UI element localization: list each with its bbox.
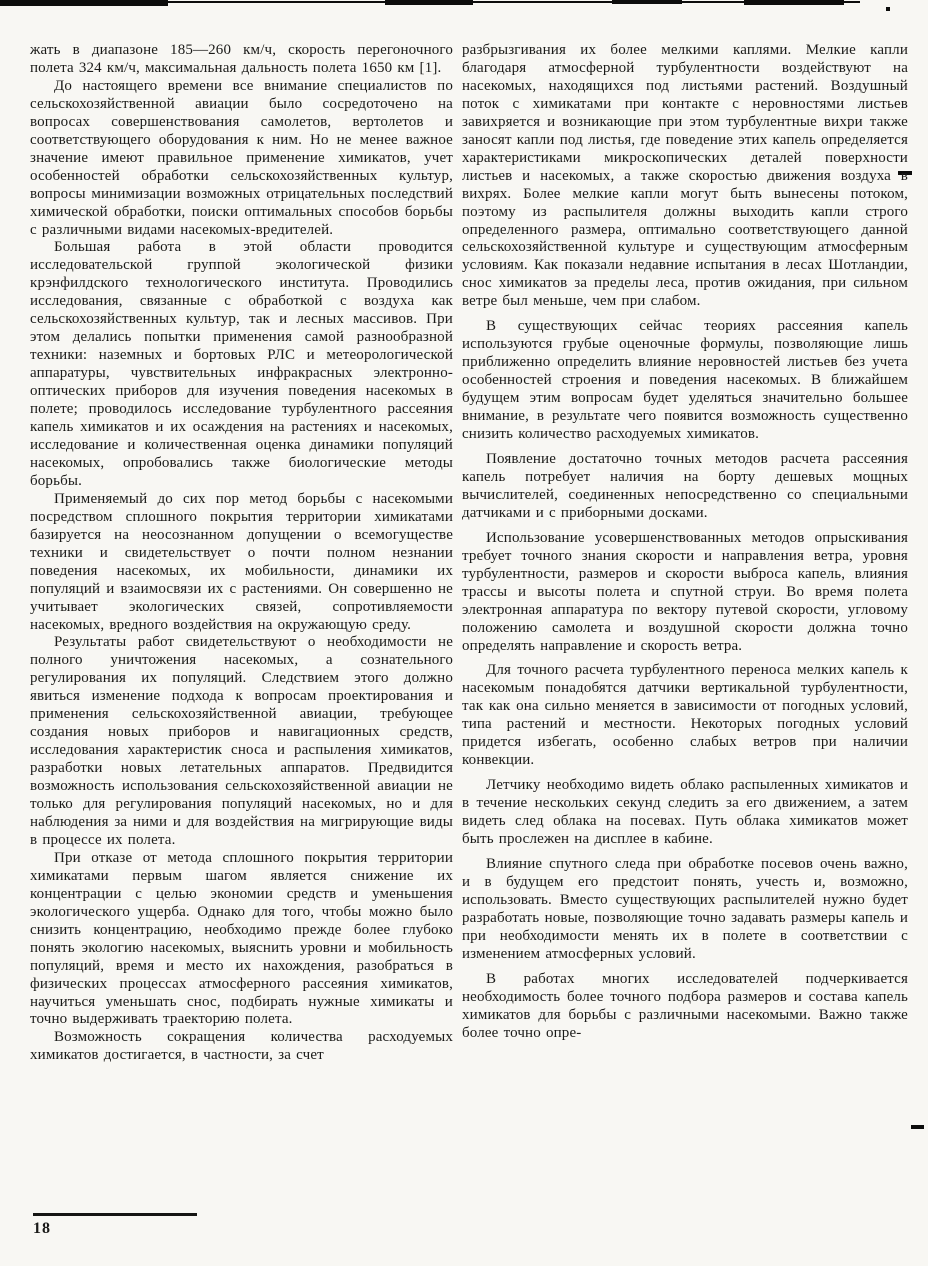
scan-artifact-top-patch <box>612 0 682 4</box>
left-column <box>30 42 453 1065</box>
paragraph: Для точного расчета турбулентного переноса мелких капель к насекомым понадобятся датчики вертикальной турбулентности, так как она сильно меняется в зависимости от погодных условий, типа растений и местности. Некоторых погодных условий придется избегать, особенно слабых ветров при наличии конвекции. <box>462 662 908 769</box>
paragraph: Появление достаточно точных методов расчета рассеяния капель потребует наличия на борту дешевых мощных вычислителей, соединенных непосредственно со специальными датчиками и с приборными досками. <box>462 450 908 521</box>
scan-artifact-top-patch <box>744 0 844 5</box>
paragraph: разбрызгивания их более мелкими каплями. Мелкие капли благодаря атмосферной турбулентности воздействуют на насекомых, находящихся под листьями растений. Воздушный поток с химикатами при контакте с неровностями листьев завихряется и возникающие при этом турбулентные вихри также заносят капли под листья, где поведение этих капель определяется характеристиками микроскопических деталей поверхности листьев и насекомых, а также скоростью движения воздуха в вихрях. Более мелкие капли могут быть вынесены потоком, поэтому из распылителя должны выходить капли строго определенного размера, оптимально соответствующего данной сельскохозяйственной культуре и существующим атмосферным условиям. Как показали недавние испытания в лесах Шотландии, снос химикатов за пределы леса, против ожидания, при сильном ветре был меньше, чем при слабом. <box>462 42 908 310</box>
paragraph: Возможность сокращения количества расходуемых химикатов достигается, в частности, за счет <box>30 1029 453 1064</box>
paragraph: Большая работа в этой области проводится исследовательской группой экологической физики крэнфилдского технологического института. Проводились исследования, связанные с обработкой с воздуха как сельскохозяйственных культур, так и лесных массивов. При этом делались попытки применения самой разнообразной техники: наземных и бортовых РЛС и метеорологической аппаратуры, чувствительных инфракрасных электронно-оптических приборов для изучения поведения насекомых в полете; проводилось исследование турбулентного рассеяния капель химикатов и их осаждения на растениях и насекомых, исследование и количественная оценка динамики популяций насекомых, опробовались также биологические методы борьбы. <box>30 239 453 489</box>
paragraph: Результаты работ свидетельствуют о необходимости не полного уничтожения насекомых, а сознательного регулирования их популяций. Следствием этого должно явиться изменение подхода к вопросам проектирования и применения сельскохозяйственной авиации, требующее создания новых приборов и навигационных средств, исследования характеристик сноса и распыления химикатов, разработки новых летательных аппаратов. Предвидится возможность использования сельскохозяйственной авиации не только для регулирования популяций насекомых, но и для наблюдения за ними и для воздействия на мигрирующие виды в процессе их полета. <box>30 634 453 848</box>
paragraph: Летчику необходимо видеть облако распыленных химикатов и в течение нескольких секунд следить за его движением, а затем видеть след облака на посевах. Путь облака химикатов может быть прослежен на дисплее в кабине. <box>462 777 908 848</box>
paragraph: Влияние спутного следа при обработке посевов очень важно, и в будущем его предстоит понять, учесть и, возможно, использовать. Вместо существующих распылителей нужно будет разработать новые, позволяющие точно задавать размеры капель и при необходимости менять их в полете в соответствии с изменением атмосферных условий. <box>462 855 908 962</box>
paragraph: При отказе от метода сплошного покрытия территории химикатами первым шагом является снижение их концентрации с целью экономии средств и уменьшения экологического ущерба. Однако для того, чтобы можно было снизить концентрацию, необходимо прежде более глубоко понять экологию насекомых, выяснить уровни и мобильность популяций, время и место их нахождения, разобраться в физических процессах атмосферного рассеяния химикатов, научиться уменьшать снос, подбирать нужные химикаты и точно выдерживать траекторию полета. <box>30 849 453 1028</box>
paragraph: Использование усовершенствованных методов опрыскивания требует точного знания скорости и направления ветра, уровня турбулентности, размеров и скорости выброса капель, влияния трассы и высоты полета и спутной струи. Во время полета электронная аппаратура по вектору путевой скорости, угловому положению самолета и воздушной скорости должна точно определять направление и скорость ветра. <box>462 529 908 654</box>
page-number: 18 <box>33 1220 51 1237</box>
paragraph: В работах многих исследователей подчеркивается необходимость более точного подбора размеров и состава капель химикатов для борьбы с различными насекомыми. Важно также более точно опре- <box>462 970 908 1041</box>
scan-artifact-top-patch <box>385 0 473 5</box>
text-columns <box>30 42 908 1065</box>
right-column <box>462 42 908 1065</box>
paragraph: жать в диапазоне 185—260 км/ч, скорость перегоночного полета 324 км/ч, максимальная дальность полета 1650 км [1]. <box>30 42 453 76</box>
scan-artifact-margin-dash <box>911 1125 924 1129</box>
footer-rule <box>33 1213 197 1216</box>
scan-artifact-dot <box>886 7 890 11</box>
paragraph: Применяемый до сих пор метод борьбы с насекомыми посредством сплошного покрытия территории химикатами базируется на неосознанном допущении о всемогуществе техники и свидетельствует о почти полном незнании поведения насекомых, их мобильности, динамики их популяций и взаимосвязи их с растениями. Он совершенно не учитывает экологических связей, сопротивляемости насекомых, вредного воздействия на окружающую среду. <box>30 490 453 633</box>
paragraph: В существующих сейчас теориях рассеяния капель используются грубые оценочные формулы, позволяющие лишь приближенно определить влияние неровностей листьев без учета особенностей строения и поведения насекомых. В ближайшем будущем этим вопросам будет уделяться значительно большее внимание, в результате чего появится возможность существенно снизить количество расходуемых химикатов. <box>462 318 908 443</box>
paragraph: До настоящего времени все внимание специалистов по сельскохозяйственной авиации было сосредоточено на вопросах совершенствования самолетов, вертолетов и соответствующего оборудования к ним. Но не менее важное значение имеют правильное применение химикатов, учет особенностей обработки сельскохозяйственных культур, вопросы минимизации возможных отрицательных последствий химической обработки, поиски оптимальных способов борьбы с различными видами насекомых-вредителей. <box>30 77 453 238</box>
